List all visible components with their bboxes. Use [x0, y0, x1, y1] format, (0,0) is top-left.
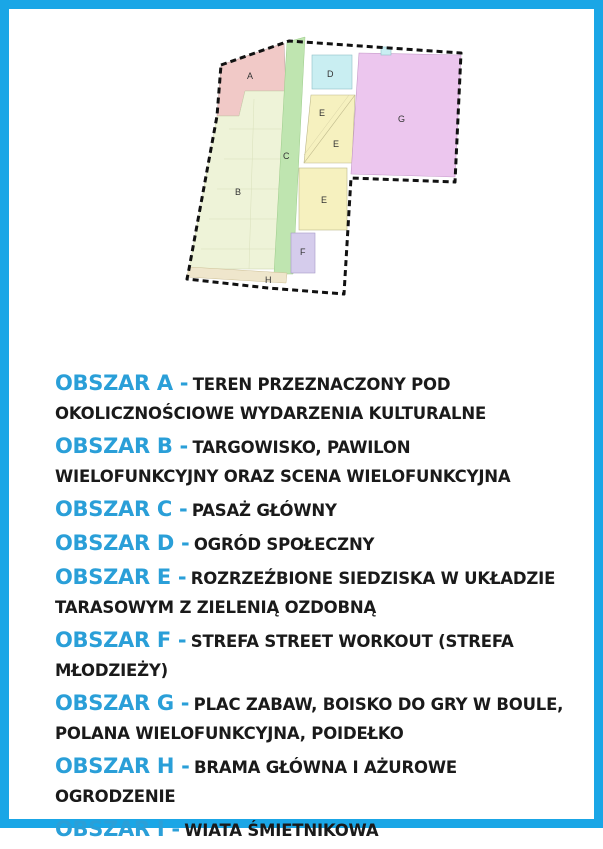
legend-key: OBSZAR H - [55, 754, 190, 778]
legend-item-c [55, 495, 575, 526]
legend-item-g [55, 689, 575, 749]
legend-desc: BRAMA GŁÓWNA I AŻUROWE OGRODZENIE [55, 758, 457, 806]
label-g: G [398, 114, 406, 124]
legend-item-f [55, 626, 575, 686]
legend-item-i [55, 815, 575, 846]
legend-item-d [55, 529, 575, 560]
legend-desc: TEREN PRZEZNACZONY POD OKOLICZNOŚCIOWE WYDARZENIA KULTURALNE [55, 375, 487, 423]
area-b [189, 91, 286, 269]
legend-desc: OGRÓD SPOŁECZNY [193, 535, 375, 554]
label-f: F [300, 247, 306, 257]
legend-item-e [55, 563, 575, 623]
legend-item-h [55, 752, 575, 812]
label-h: H [265, 275, 272, 285]
legend-item-a [55, 369, 575, 429]
label-c: C [283, 151, 290, 161]
label-e-3: E [321, 195, 328, 205]
label-d: D [327, 69, 334, 79]
legend-desc: PASAŻ GŁÓWNY [191, 501, 337, 520]
legend-key: OBSZAR E - [55, 565, 187, 589]
label-a: A [247, 71, 254, 81]
legend-key: OBSZAR G - [55, 691, 190, 715]
legend-key: OBSZAR B - [55, 434, 188, 458]
legend-desc: PLAC ZABAW, BOISKO DO GRY W BOULE, POLANA WIELOFUNKCYJNA, POIDEŁKO [55, 695, 564, 743]
legend-key: OBSZAR A - [55, 371, 189, 395]
label-b: B [235, 187, 242, 197]
site-plan-svg [169, 29, 479, 309]
legend-desc: STREFA STREET WORKOUT (STREFA MŁODZIEŻY) [55, 632, 514, 680]
legend-key: OBSZAR F - [55, 628, 187, 652]
legend-desc: TARGOWISKO, PAWILON WIELOFUNKCYJNY ORAZ SCENA WIELOFUNKCYJNA [55, 438, 511, 486]
legend-item-b [55, 432, 575, 492]
legend-desc: WIATA ŚMIETNIKOWA [184, 821, 379, 840]
legend [55, 369, 575, 849]
legend-key: OBSZAR I - [55, 817, 180, 841]
legend-key: OBSZAR C - [55, 497, 188, 521]
label-e-2: E [333, 139, 340, 149]
area-g [351, 53, 461, 177]
legend-key: OBSZAR D - [55, 531, 190, 555]
legend-desc: ROZRZEŹBIONE SIEDZISKA W UKŁADZIE TARASOWYM Z ZIELENIĄ OZDOBNĄ [55, 569, 556, 617]
label-e-1: E [319, 108, 326, 118]
site-plan-map [169, 29, 479, 309]
area-h [187, 267, 287, 283]
